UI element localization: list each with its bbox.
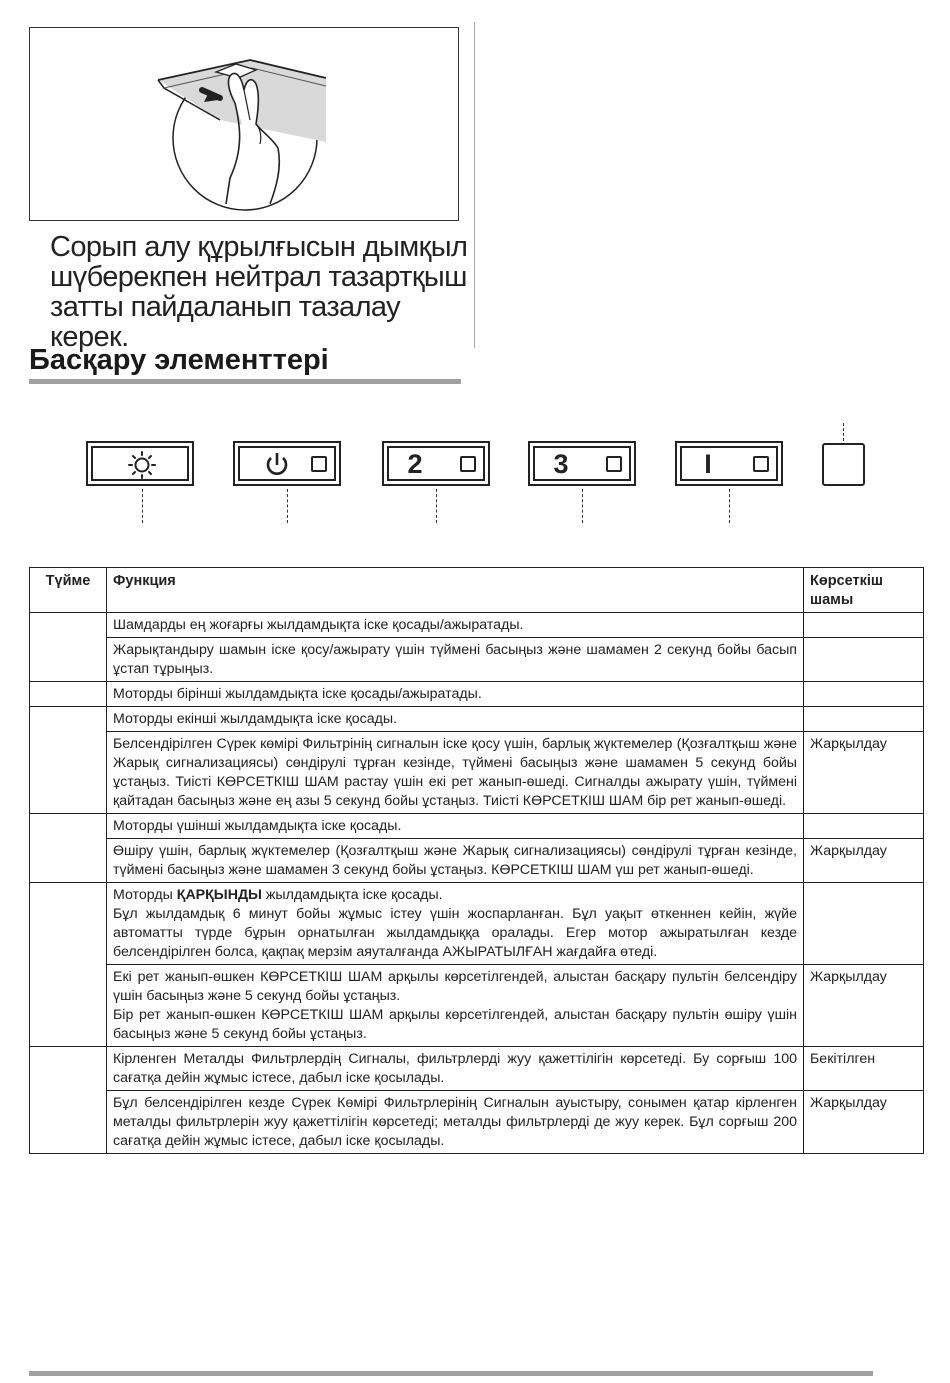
header-button: Түйме bbox=[30, 568, 107, 613]
intensive-label: I bbox=[704, 449, 712, 479]
function-text: Екі рет жанып-өшкен КӨРСЕТКІШ ШАМ арқылы көрсетілгендей, алыстан басқару пультін белсендіру үшін басыңыз және 5 секунд бойы ұстаңыз. bbox=[113, 969, 797, 1004]
function-cell: Бұл белсендірілген кезде Сүрек Көмірі Фильтрлерінің Сигналын ауыстыру, сонымен қатар кірленген металды фильтрлерін жуу қажеттілігін көрсетеді; металды фильтрлерді де жуу керек. Бұл сорғыш 200 сағатқа дейін жұмыс істесе, дабыл іске қосылады. bbox=[107, 1091, 804, 1154]
intensive-indicator-light bbox=[753, 456, 769, 472]
indicator-cell: Жарқылдау bbox=[804, 839, 924, 883]
indicator-cell: Жарқылдау bbox=[804, 732, 924, 814]
footer-rule bbox=[29, 1371, 873, 1376]
leader-line bbox=[582, 489, 583, 523]
function-text: Моторды bbox=[113, 887, 177, 903]
header-indicator: Көрсеткіш шамы bbox=[804, 568, 924, 613]
indicator-cell bbox=[804, 638, 924, 682]
indicator-cell bbox=[804, 814, 924, 839]
table-row bbox=[30, 965, 924, 1047]
function-cell: Моторды үшінші жылдамдықта іске қосады. bbox=[107, 814, 804, 839]
function-cell: Өшіру үшін, барлық жүктемелер (Қозғалтқыш және Жарық сигнализациясы) сөндірулі тұрған кезінде, түймені басыңыз және шамамен 3 секунд бойы ұстаңыз. КӨРСЕТКІШ ШАМ үш рет жанып-өшеді. bbox=[107, 839, 804, 883]
indicator-cell bbox=[804, 707, 924, 732]
power-indicator-light bbox=[311, 456, 327, 472]
speed-3-label: 3 bbox=[553, 449, 569, 479]
column-divider bbox=[474, 22, 475, 348]
table-row bbox=[30, 1091, 924, 1154]
table-row bbox=[30, 839, 924, 883]
function-cell: Шамдарды ең жоғарғы жылдамдықта іске қосады/ажыратады. bbox=[107, 613, 804, 638]
function-cell bbox=[107, 883, 804, 965]
function-cell: Моторды бірінші жылдамдықта іске қосады/ажыратады. bbox=[107, 682, 804, 707]
table-row bbox=[30, 638, 924, 682]
speed-3-button[interactable] bbox=[528, 441, 636, 486]
button-cell-light bbox=[30, 613, 107, 682]
light-bulb-icon bbox=[88, 443, 196, 488]
heading-underline bbox=[29, 379, 461, 384]
speed-2-button[interactable] bbox=[382, 441, 490, 486]
speed-3-indicator-light bbox=[606, 456, 622, 472]
indicator-cell: Жарқылдау bbox=[804, 965, 924, 1047]
leader-line bbox=[436, 489, 437, 523]
function-text: жылдамдықта іске қосады. bbox=[261, 887, 443, 903]
controls-function-table bbox=[29, 567, 924, 1154]
function-text: Бір рет жанып-өшкен КӨРСЕТКІШ ШАМ арқылы көрсетілгендей, алыстан басқару пультін өшіру үшін басыңыз және 5 секунд бойы ұстаңыз. bbox=[113, 1007, 797, 1042]
cleaning-instruction-text: Сорып алу құрылғысын дымқыл шүберекпен нейтрал тазартқыш затты пайдаланып тазалау керек. bbox=[50, 231, 468, 353]
speed-2-label: 2 bbox=[407, 449, 423, 479]
button-cell-power bbox=[30, 682, 107, 707]
table-row bbox=[30, 613, 924, 638]
table-row bbox=[30, 707, 924, 732]
button-cell-intensive bbox=[30, 883, 107, 1047]
function-cell bbox=[107, 965, 804, 1047]
header-function: Функция bbox=[107, 568, 804, 613]
table-row bbox=[30, 814, 924, 839]
light-button[interactable] bbox=[86, 441, 194, 486]
indicator-cell: Бекітілген bbox=[804, 1047, 924, 1091]
button-cell-speed-2 bbox=[30, 707, 107, 814]
filter-indicator-light bbox=[822, 443, 865, 486]
leader-line bbox=[729, 489, 730, 523]
indicator-cell bbox=[804, 883, 924, 965]
power-button[interactable] bbox=[233, 441, 341, 486]
table-row bbox=[30, 682, 924, 707]
leader-line bbox=[142, 489, 143, 523]
table-row bbox=[30, 1047, 924, 1091]
function-cell: Жарықтандыру шамын іске қосу/ажырату үшін түймені басыңыз және шамамен 2 секунд бойы басып ұстап тұрыңыз. bbox=[107, 638, 804, 682]
function-cell: Белсендірілген Сүрек көмірі Фильтрінің сигналын іске қосу үшін, барлық жүктемелер (Қозғалтқыш және Жарық сигнализациясы) сөндірулі тұрған кезінде, түймені басыңыз және шамамен 5 секунд бойы ұстаңыз. Тиісті КӨРСЕТКІШ ШАМ растау үшін екі рет жанып-өшеді. Сигналды ажырату үшін, түймені қайтадан басыңыз және ең азы 5 секунд бойы ұстаңыз. Тиісті КӨРСЕТКІШ ШАМ бір рет жанып-өшеді. bbox=[107, 732, 804, 814]
table-header-row bbox=[30, 568, 924, 613]
button-cell-filter bbox=[30, 1047, 107, 1154]
function-cell: Кірленген Металды Фильтрлердің Сигналы, фильтрлерді жуу қажеттілігін көрсетеді. Бу сорғыш 100 сағатқа дейін жұмыс істесе, дабыл іске қосылады. bbox=[107, 1047, 804, 1091]
indicator-cell bbox=[804, 682, 924, 707]
hand-filter-drawing bbox=[30, 28, 459, 221]
button-cell-speed-3 bbox=[30, 814, 107, 883]
indicator-cell: Жарқылдау bbox=[804, 1091, 924, 1154]
section-heading: Басқару элементтері bbox=[29, 344, 329, 376]
function-cell: Моторды екінші жылдамдықта іске қосады. bbox=[107, 707, 804, 732]
filter-removal-illustration bbox=[29, 27, 459, 221]
leader-line bbox=[843, 423, 844, 441]
table-row bbox=[30, 883, 924, 965]
leader-line bbox=[287, 489, 288, 523]
intensive-button[interactable] bbox=[675, 441, 783, 486]
table-row bbox=[30, 732, 924, 814]
intensive-keyword: ҚАРҚЫНДЫ bbox=[176, 887, 262, 903]
speed-2-indicator-light bbox=[460, 456, 476, 472]
function-text: Бұл жылдамдық 6 минут бойы жұмыс істеу үшін жоспарланған. Бұл уақыт өткеннен кейін, жүйе автоматты түрде бұрын орнатылған жылдамдыққа оралады. Егер мотор ажыратылған кезде белсендірілген болса, қақпақ мерзім аяуталғанда АЖЫРАТЫЛҒАН жағдайға өтеді. bbox=[113, 906, 797, 960]
indicator-cell bbox=[804, 613, 924, 638]
